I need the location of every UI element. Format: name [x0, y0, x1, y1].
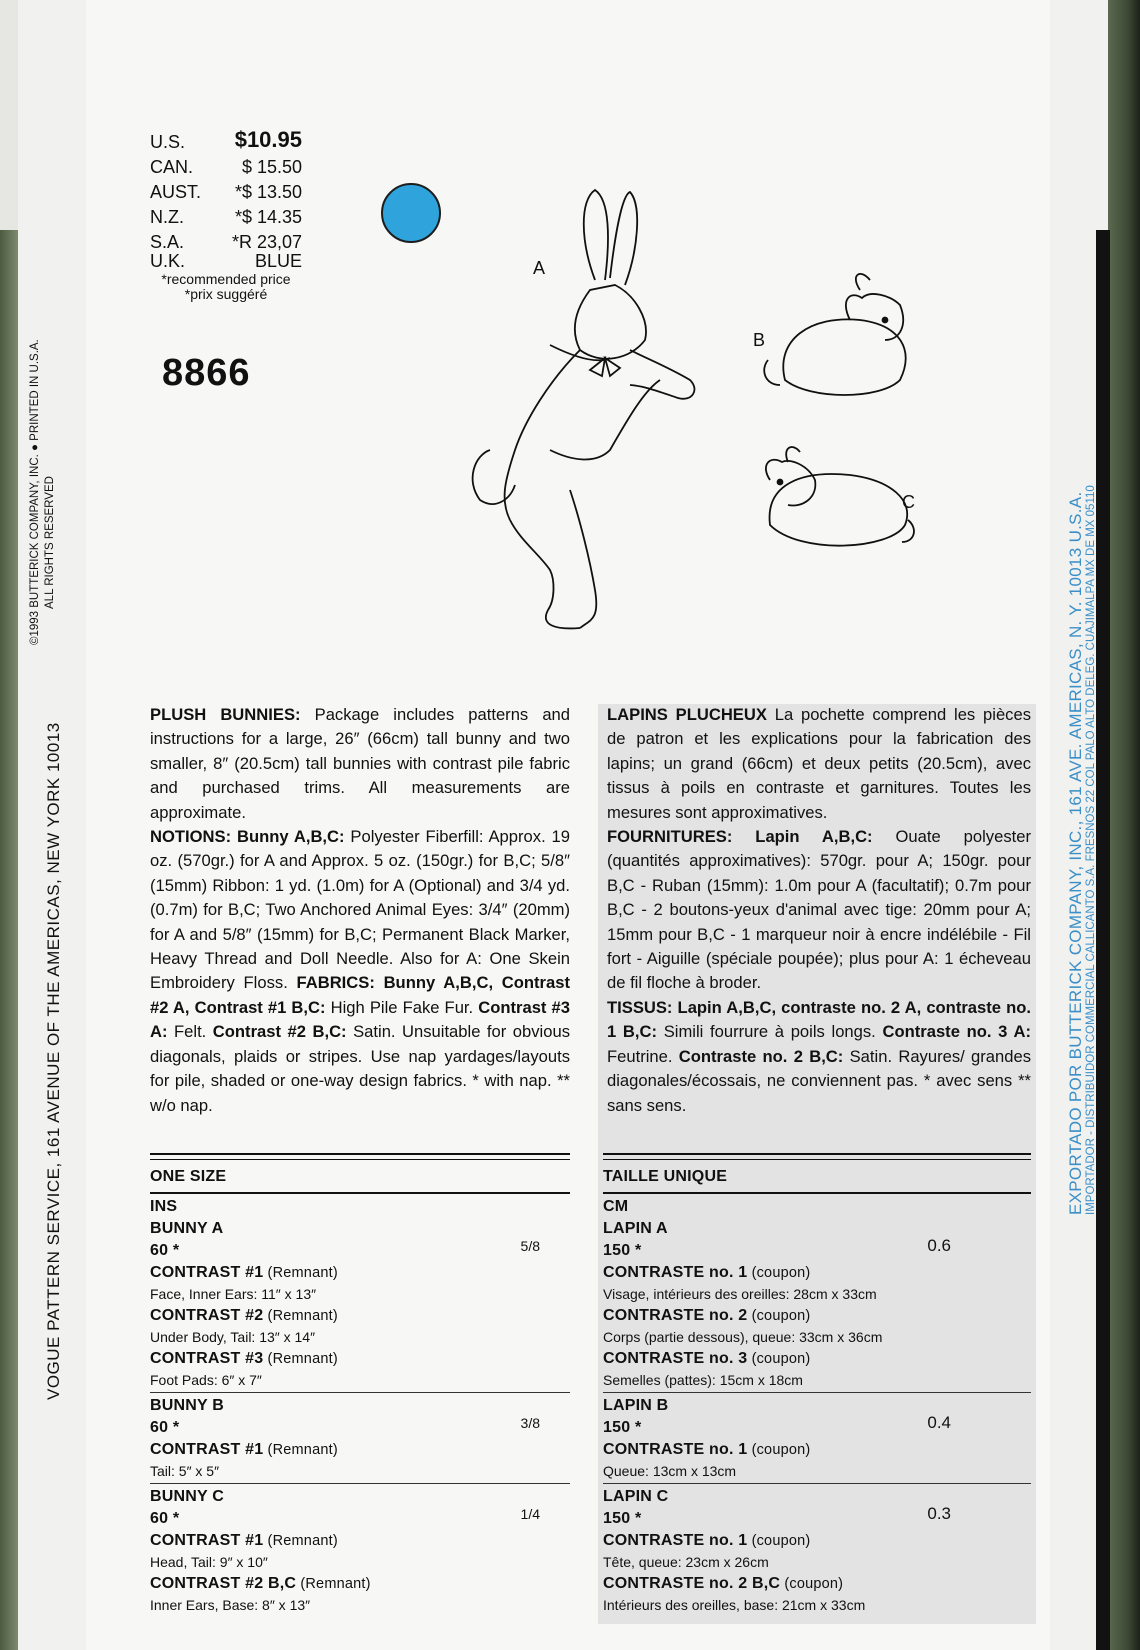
price-label: S.A.	[150, 232, 185, 252]
french-yardage-table	[603, 1153, 1031, 1617]
tissus-text: Satin. Rayures/ grandes diagonales/écossais, ne conviennent pas. * avec sens ** sans sens.	[607, 1046, 1031, 1115]
right-background-edge	[1108, 0, 1140, 1650]
tissus-contraste2: Contraste no. 2 B,C:	[672, 1046, 844, 1066]
unit-label: CM	[603, 1198, 629, 1215]
fabrics-text: Satin. Unsuitable for obvious diagonals, plaids or stripes. Use nap yardages/layouts for pile, shaded or one-way design fabrics. * with nap. ** w/o nap.	[150, 1022, 570, 1115]
contrast-size: Queue: 13cm x 13cm	[603, 1463, 737, 1479]
contrast-label: CONTRAST #1	[150, 1441, 264, 1458]
fabric-width: 60 *	[150, 1510, 180, 1527]
contrast-note: (Remnant)	[296, 1576, 371, 1592]
fabric-width: 150 *	[603, 1242, 642, 1259]
heading-fabrics: FABRICS: Bunny A,B,C, Contrast #2 A, Contrast #1 B,C:	[150, 973, 570, 1017]
contrast-size: Tail: 5″ x 5″	[150, 1463, 220, 1479]
heading-tissus: TISSUS: Lapin A,B,C, contraste no. 2 A, contraste no. 1 B,C:	[607, 997, 1031, 1042]
fabric-width: 150 *	[603, 1510, 642, 1527]
english-description	[150, 703, 570, 1118]
view-name: BUNNY A	[150, 1220, 224, 1237]
contrast-note: (Remnant)	[263, 1265, 338, 1281]
rights-line: ALL RIGHTS RESERVED	[44, 476, 56, 609]
heading-notions: NOTIONS:	[150, 827, 232, 847]
fabric-width: 60 *	[150, 1419, 180, 1436]
price-label: U.S.	[150, 132, 186, 152]
tissus-text: Simili fourrure à poils longs.	[657, 1022, 876, 1042]
contrast-label: CONTRAST #1	[150, 1264, 264, 1281]
notions-text: Polyester Fiberfill: Approx. 19 oz. (570gr.) for A and Approx. 5 oz. (150gr.) for B,C; 5/8″ (15mm) Ribbon: 1 yd. (1.0m) for A (Optional) and 3/4 yd. (0.7m) for B,C; Two Anchored Animal Eyes: 3/4″ (20mm) for A and 5/8″ (15mm) for B,C; Permanent Black Marker, Heavy Thread and Doll Needle. Also for A: One Skein Embroidery Floss.	[150, 827, 570, 993]
price-note: *recommended price	[161, 271, 291, 287]
price-value: *$ 13.50	[234, 182, 302, 202]
contrast-note: (Remnant)	[263, 1533, 338, 1549]
unit-label: INS	[150, 1198, 178, 1215]
lapin-a-metrage	[603, 1194, 1031, 1393]
bunny-illustration	[430, 180, 990, 650]
heading-lapins: LAPINS PLUCHEUX	[607, 705, 767, 724]
price-value: $10.95	[234, 127, 302, 152]
exporter-address: EXPORTADO POR BUTTERICK COMPANY, INC., 161 AVE. AMERICAS, N. Y. 10013 U.S.A.	[1066, 491, 1085, 1215]
contrast-label: CONTRAST #2 B,C	[150, 1575, 297, 1592]
contrast-label: CONTRASTE no. 2	[603, 1307, 748, 1324]
contrast-size: Head, Tail: 9″ x 10″	[150, 1554, 268, 1570]
contrast-size: Semelles (pattes): 15cm x 18cm	[603, 1372, 803, 1388]
fournitures-text: Ouate polyester (quantités approximatives): 570gr. pour A; 150gr. pour B,C - Ruban (15mm): 1.0m pour A (facultatif); 0.7m pour B,C - 2 boutons-yeux d'animal avec tige: 20mm pour A; 15mm pour B,C - 1 marqueur noir à encre indélébile - Fil fort - Aiguille (spéciale poupée); plus pour A: 1 écheveau de fil floche à broder.	[607, 827, 1031, 993]
view-name: LAPIN A	[603, 1220, 668, 1237]
notions-view: Bunny A,B,C:	[231, 827, 345, 847]
importer-address: IMPORTADOR - DISTRIBUIDOR COMMERCIAL CALLICANTO S.A. FRESNOS 22 COL PALO ALTO DELEG. CUAJIMALPA MX DE MX 05110	[1085, 485, 1097, 1215]
contrast-label: CONTRAST #2	[150, 1307, 264, 1324]
yardage-value: 1/4	[520, 1506, 540, 1522]
view-name: LAPIN B	[603, 1397, 669, 1414]
lapin-c-metrage	[603, 1484, 1031, 1617]
contrast-size: Intérieurs des oreilles, base: 21cm x 33cm	[603, 1597, 866, 1613]
price-label: U.K.	[150, 251, 186, 271]
contrast-note: (coupon)	[780, 1576, 844, 1592]
contrast-note: (coupon)	[747, 1533, 811, 1549]
contrast-note: (coupon)	[747, 1351, 811, 1367]
contrast-size: Face, Inner Ears: 11″ x 13″	[150, 1286, 317, 1302]
heading-plush-bunnies: PLUSH BUNNIES:	[150, 705, 301, 724]
contrast-label: CONTRAST #1	[150, 1532, 264, 1549]
divider	[603, 1153, 1031, 1155]
price-row	[150, 128, 302, 153]
fabric-width: 60 *	[150, 1242, 180, 1259]
intro-text: Package includes patterns and instructions for a large, 26″ (66cm) tall bunny and two smaller, 8″ (20.5cm) tall bunnies with contrast pile fabric and purchased trims. All measurements are approximate.	[150, 705, 571, 822]
price-label: CAN.	[150, 157, 194, 177]
bunny-c-drawing	[766, 447, 914, 546]
divider	[150, 1153, 570, 1155]
size-heading: TAILLE UNIQUE	[603, 1160, 1031, 1194]
contrast-label: CONTRAST #3	[150, 1350, 264, 1367]
right-black-strip	[1096, 230, 1110, 1650]
yardage-value: 3/8	[520, 1415, 540, 1431]
french-description	[603, 703, 1035, 1118]
price-value: *$ 14.35	[234, 207, 302, 227]
metrage-value: 0.4	[927, 1413, 951, 1432]
contrast-label: CONTRASTE no. 1	[603, 1441, 748, 1458]
price-row	[150, 153, 302, 178]
price-value: $ 15.50	[241, 157, 302, 177]
fabrics-contrast2: Contrast #2 B,C:	[206, 1022, 347, 1042]
price-note-fr: *prix suggéré	[184, 286, 268, 302]
tissus-contraste3: Contraste no. 3 A:	[875, 1022, 1031, 1042]
bunny-a-yardage	[150, 1194, 570, 1393]
metrage-value: 0.3	[927, 1504, 951, 1523]
contrast-note: (coupon)	[747, 1442, 811, 1458]
price-row	[150, 178, 302, 203]
view-name: LAPIN C	[603, 1488, 669, 1505]
left-background-edge	[0, 230, 18, 1650]
contrast-note: (Remnant)	[263, 1442, 338, 1458]
tissus-text: Feutrine.	[607, 1046, 673, 1066]
bunny-b-drawing	[764, 274, 905, 395]
contrast-label: CONTRASTE no. 2 B,C	[603, 1575, 781, 1592]
contrast-size: Inner Ears, Base: 8″ x 13″	[150, 1597, 311, 1613]
publisher-address: VOGUE PATTERN SERVICE, 161 AVENUE OF THE AMERICAS, NEW YORK 10013	[44, 722, 63, 1400]
price-list	[150, 128, 302, 302]
price-row	[150, 203, 302, 228]
contrast-note: (Remnant)	[263, 1308, 338, 1324]
contrast-size: Tête, queue: 23cm x 26cm	[603, 1554, 769, 1570]
contrast-note: (Remnant)	[263, 1351, 338, 1367]
price-value: BLUE	[254, 251, 302, 271]
heading-fournitures: FOURNITURES: Lapin A,B,C:	[607, 827, 873, 847]
view-label-a: A	[533, 258, 546, 278]
contrast-size: Foot Pads: 6″ x 7″	[150, 1372, 262, 1388]
contrast-size: Corps (partie dessous), queue: 33cm x 36cm	[603, 1329, 883, 1345]
contrast-label: CONTRASTE no. 1	[603, 1532, 748, 1549]
price-value: *R 23,07	[231, 232, 302, 252]
price-row	[150, 253, 302, 272]
view-name: BUNNY C	[150, 1488, 225, 1505]
fabrics-contrast3: Contrast #3 A:	[150, 997, 570, 1042]
view-label-b: B	[753, 330, 766, 350]
bunny-a-drawing	[473, 190, 695, 628]
fabrics-text: High Pile Fake Fur.	[325, 997, 474, 1017]
fabrics-text: Felt.	[167, 1022, 207, 1042]
price-row	[150, 228, 302, 253]
contrast-label: CONTRASTE no. 3	[603, 1350, 748, 1367]
size-heading: ONE SIZE	[150, 1160, 570, 1194]
metrage-value: 0.6	[927, 1236, 951, 1255]
view-label-c: C	[902, 492, 915, 512]
copyright-notice	[28, 339, 58, 645]
lapin-b-metrage	[603, 1393, 1031, 1484]
pattern-number: 8866	[162, 352, 251, 394]
view-name: BUNNY B	[150, 1397, 225, 1414]
contrast-label: CONTRASTE no. 1	[603, 1264, 748, 1281]
bunny-b-yardage	[150, 1393, 570, 1484]
bunny-c-yardage	[150, 1484, 570, 1617]
intro-text-fr: La pochette comprend les pièces de patron et les explications pour la fabrication des lapins; un grand (66cm) et deux petits (20.5cm), avec tissus à poils en contraste et garnitures. Toutes les mesures sont approximatives.	[607, 705, 1031, 822]
price-label: AUST.	[150, 182, 202, 202]
contrast-size: Under Body, Tail: 13″ x 14″	[150, 1329, 316, 1345]
yardage-value: 5/8	[520, 1238, 540, 1254]
price-label: N.Z.	[150, 207, 184, 227]
english-yardage-table	[150, 1153, 570, 1617]
contrast-note: (coupon)	[747, 1308, 811, 1324]
fabric-width: 150 *	[603, 1419, 642, 1436]
contrast-size: Visage, intérieurs des oreilles: 28cm x 33cm	[603, 1286, 877, 1302]
copyright-line: ©1993 BUTTERICK COMPANY, INC. ● PRINTED IN U.S.A.	[29, 339, 41, 645]
contrast-note: (coupon)	[747, 1265, 811, 1281]
